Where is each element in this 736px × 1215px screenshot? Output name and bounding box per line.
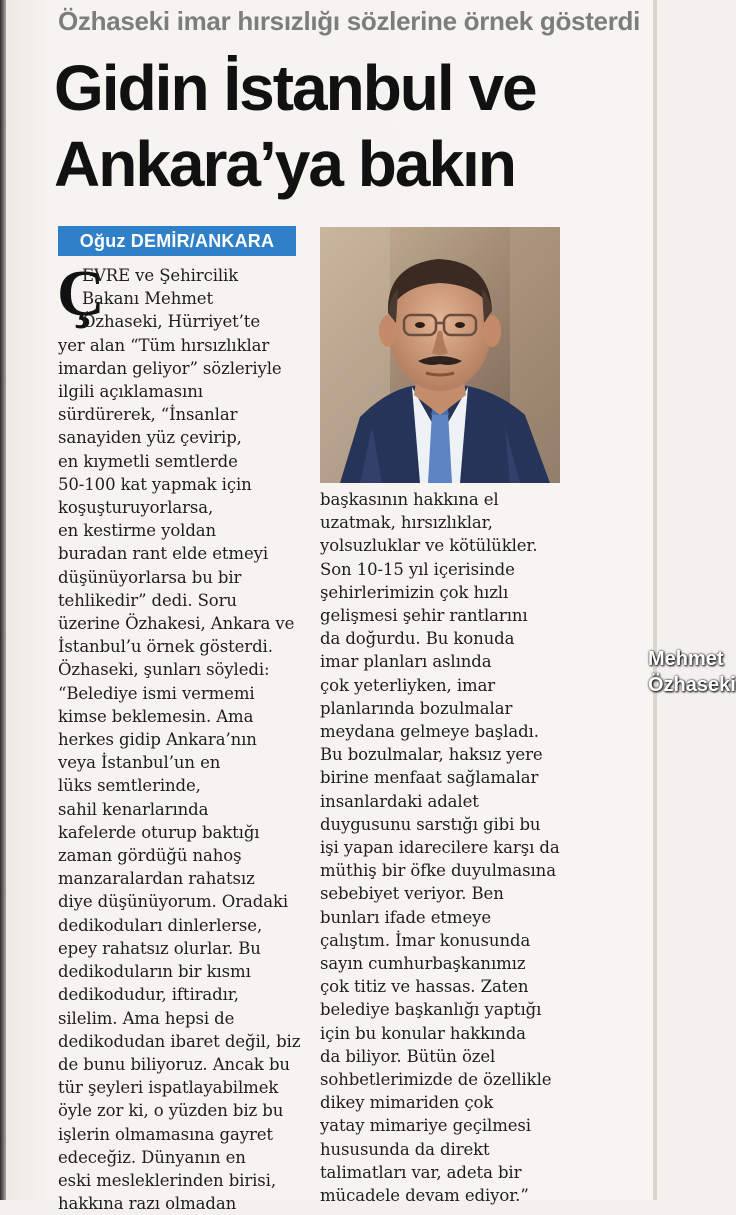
headline-line-1: Gidin İstanbul ve [54, 52, 536, 124]
article-line: dedikodudan ibaret değil, biz [58, 1031, 301, 1051]
article-line: lüks semtlerinde, [58, 776, 201, 796]
article-line: hakkına razı olmadan [58, 1194, 237, 1214]
article-line: sürdürerek, “İnsanlar [58, 405, 238, 425]
article-line: sohbetlerimizde de özellikle [320, 1070, 552, 1090]
article-line: planlarında bozulmalar [320, 698, 513, 718]
article-line: da doğurdu. Bu konuda [320, 629, 515, 649]
article-line: uzatmak, hırsızlıklar, [320, 513, 493, 533]
article-line: Bu bozulmalar, haksız yere [320, 745, 543, 765]
article-line: bunları ifade etmeye [320, 907, 492, 927]
article-line: herkes gidip Ankara’nın [58, 730, 257, 750]
article-line: şehirlerimizin çok hızlı [320, 582, 509, 602]
article-column-1 [57, 257, 308, 1215]
article-line: “Belediye ismi vermemi [58, 683, 255, 703]
caption-line-2: Özhaseki [648, 674, 736, 696]
headline-line-2: Ankara’ya bakın [54, 128, 515, 200]
article-line: meydana gelmeye başladı. [320, 722, 539, 742]
article-line: en kestirme yoldan [58, 521, 217, 541]
article-line: koşuşturuyorlarsa, [58, 498, 214, 518]
article-line: manzaralardan rahatsız [58, 869, 255, 889]
article-line: zaman gördüğü nahoş [58, 846, 242, 866]
article-line: epey rahatsız olurlar. Bu [58, 938, 261, 958]
article-line: gelişmesi şehir rantlarını [320, 606, 528, 626]
page-edge-left [0, 0, 6, 1200]
article-line: yatay mimariye geçilmesi [320, 1116, 531, 1136]
article-line: başkasının hakkına el [320, 490, 499, 509]
article-line: Özhaseki, şunları söyledi: [58, 660, 270, 680]
article-line: hususunda da direkt [320, 1139, 490, 1159]
article-line: birine menfaat sağlamalar [320, 768, 539, 788]
article-line: EVRE ve Şehircilik [82, 266, 239, 285]
article-line: tür şeyleri ispatlayabilmek [58, 1078, 279, 1098]
article-line: belediye başkanlığı yaptığı [320, 1000, 542, 1020]
article-line: sayın cumhurbaşkanımız [320, 954, 526, 974]
article-line: işi yapan idarecilere karşı da [320, 838, 560, 858]
article-line: çok yeterliyken, imar [320, 675, 496, 695]
article-line: mücadele devam ediyor.” [320, 1186, 529, 1206]
article-line: silelim. Ama hepsi de [58, 1008, 235, 1028]
article-line: da biliyor. Bütün özel [320, 1046, 496, 1066]
article-line: talimatları var, adeta bir [320, 1162, 522, 1182]
article-line: öyle zor ki, o yüzden biz bu [58, 1101, 284, 1121]
headline [54, 50, 634, 202]
article-line: tehlikedir” dedi. Soru [58, 590, 237, 610]
article-line: yolsuzluklar ve kötülükler. [320, 536, 538, 556]
article-line: buradan rant elde etmeyi [58, 544, 269, 564]
article-line: edeceğiz. Dünyanın en [58, 1147, 246, 1167]
photo-caption [648, 646, 736, 698]
byline-badge: Oğuz DEMİR/ANKARA [58, 226, 296, 256]
article-line: en kıymetli semtlerde [58, 451, 238, 471]
article-line: işlerin olmamasına gayret [58, 1124, 273, 1144]
article-line: 50-100 kat yapmak için [58, 474, 252, 494]
article-line: kafelerde oturup baktığı [58, 822, 260, 842]
article-line: sahil kenarlarında [58, 799, 209, 819]
article-line: de bunu biliyoruz. Ancak bu [58, 1054, 290, 1074]
article-line: üzerine Özhakesi, Ankara ve [58, 614, 295, 634]
article-line: Son 10-15 yıl içerisinde [320, 559, 515, 579]
article-line: Bakanı Mehmet [82, 289, 213, 309]
article-column-2 [320, 488, 560, 1207]
article-line: kimse beklemesin. Ama [58, 706, 254, 726]
article-line: veya İstanbul’un en [58, 753, 221, 773]
kicker: Özhaseki imar hırsızlığı sözlerine örnek gösterdi [58, 6, 641, 36]
article-line: dedikodudur, iftiradır, [58, 985, 239, 1005]
article-line: sanayiden yüz çevirip, [58, 428, 242, 448]
article-line: düşünüyorlarsa bu bir [58, 567, 242, 587]
drop-cap: Ç [57, 257, 105, 330]
article-line: insanlardaki adalet [320, 791, 479, 811]
article-line: İstanbul’u örnek gösterdi. [58, 637, 273, 657]
article-line: sebebiyet veriyor. Ben [320, 884, 504, 904]
portrait-illustration [320, 227, 560, 483]
article-line: yer alan “Tüm hırsızlıklar [58, 335, 270, 355]
article-line: imardan geliyor” sözleriyle [58, 358, 282, 378]
article-line: imar planları aslında [320, 652, 492, 672]
article-line: ilgili açıklamasını [58, 382, 203, 402]
article-line: dikey mimariden çok [320, 1093, 494, 1113]
article-line: dedikoduları dinlerlerse, [58, 915, 263, 935]
article-line: diye düşünüyorum. Oradaki [58, 892, 289, 912]
article-line: için bu konular hakkında [320, 1023, 526, 1043]
article-line: Özhaseki, Hürriyet’te [82, 312, 261, 332]
caption-line-1: Mehmet [648, 648, 724, 670]
article-line: dedikoduların bir kısmı [58, 962, 251, 982]
page-edge-right [653, 0, 657, 1200]
article-line: duygusunu sarstığı gibi bu [320, 814, 541, 834]
article-line: müthiş bir öfke duyulmasına [320, 861, 556, 881]
article-line: eski mesleklerinden birisi, [58, 1170, 276, 1190]
article-line: çok titiz ve hassas. Zaten [320, 977, 529, 997]
article-line: çalıştım. İmar konusunda [320, 930, 531, 950]
